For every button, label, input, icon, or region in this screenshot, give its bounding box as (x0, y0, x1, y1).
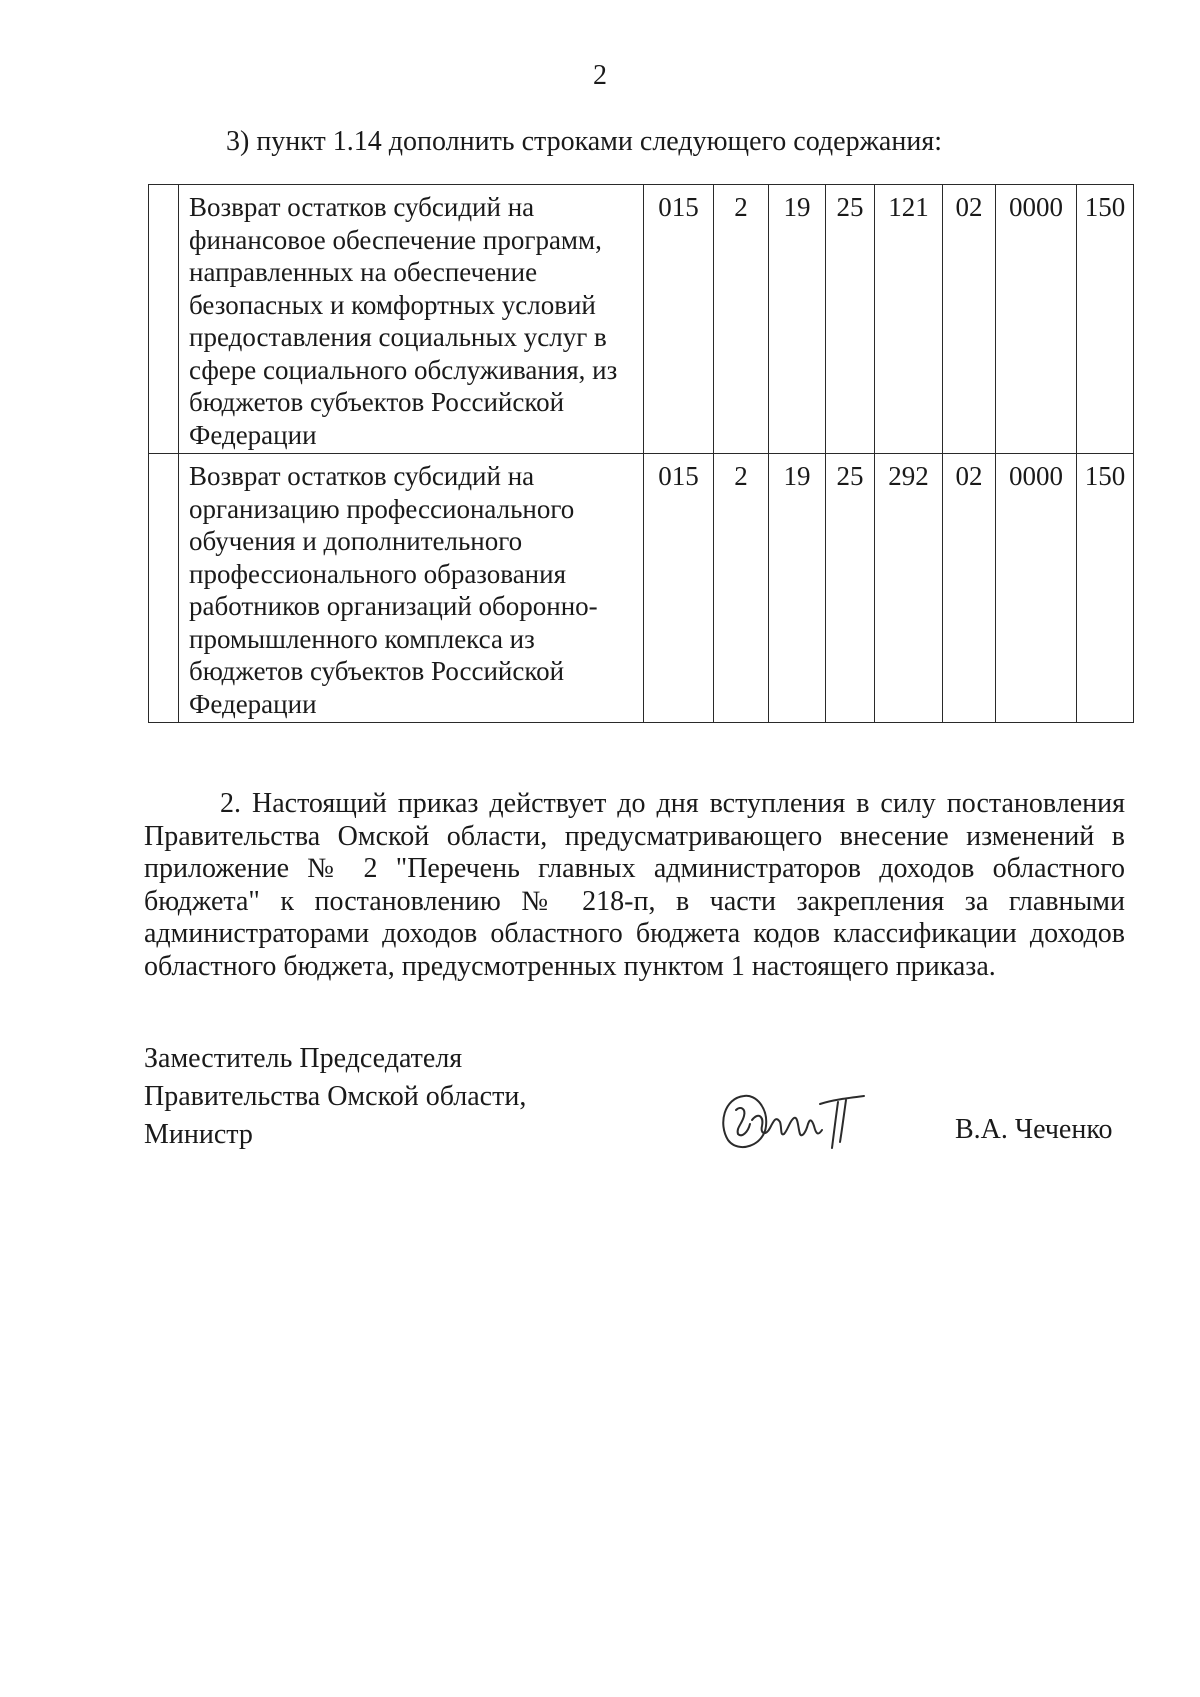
table-row (149, 185, 1134, 454)
code-cell: 015 (644, 185, 714, 454)
code-cell: 25 (826, 454, 875, 723)
intro-line: 3) пункт 1.14 дополнить строками следующего содержания: (226, 126, 942, 157)
table-row (149, 454, 1134, 723)
code-cell: 150 (1077, 185, 1134, 454)
code-cell: 0000 (996, 185, 1077, 454)
code-cell: 121 (875, 185, 943, 454)
signer-name: В.А. Чеченко (955, 1114, 1113, 1145)
row-marker-cell (149, 454, 179, 723)
page-number: 2 (593, 60, 607, 91)
handwritten-signature (714, 1076, 894, 1156)
income-name-cell: Возврат остатков субсидий на финансовое обеспечение программ, направленных на обеспечение безопасных и комфортных условий предоставления социальных услуг в сфере социального обслуживания, из бюджетов субъектов Российской Федерации (179, 185, 644, 454)
income-name-cell: Возврат остатков субсидий на организацию профессионального обучения и дополнительного профессионального образования работников организаций оборонно-промышленного комплекса из бюджетов субъектов Российской Федерации (179, 454, 644, 723)
signer-title-line: Заместитель Председателя (144, 1043, 463, 1074)
code-cell: 015 (644, 454, 714, 723)
signer-title-line: Правительства Омской области, (144, 1081, 527, 1112)
code-cell: 19 (769, 454, 826, 723)
signer-title (144, 1040, 526, 1154)
code-cell: 25 (826, 185, 875, 454)
code-cell: 292 (875, 454, 943, 723)
code-cell: 0000 (996, 454, 1077, 723)
code-cell: 2 (714, 185, 769, 454)
code-cell: 02 (943, 454, 996, 723)
code-cell: 150 (1077, 454, 1134, 723)
signer-title-line: Министр (144, 1119, 253, 1150)
order-validity-paragraph: 2. Настоящий приказ действует до дня вступления в силу постановления Правительства Омской области, предусматривающего внесение изменений в приложение № 2 "Перечень главных администраторов доходов областного бюджета" к постановлению № 218-п, в части закрепления за главными администраторами доходов областного бюджета кодов классификации доходов областного бюджета, предусмотренных пунктом 1 настоящего приказа. (144, 788, 1125, 982)
code-cell: 19 (769, 185, 826, 454)
code-cell: 2 (714, 454, 769, 723)
code-cell: 02 (943, 185, 996, 454)
income-codes-table (148, 184, 1134, 723)
row-marker-cell (149, 185, 179, 454)
